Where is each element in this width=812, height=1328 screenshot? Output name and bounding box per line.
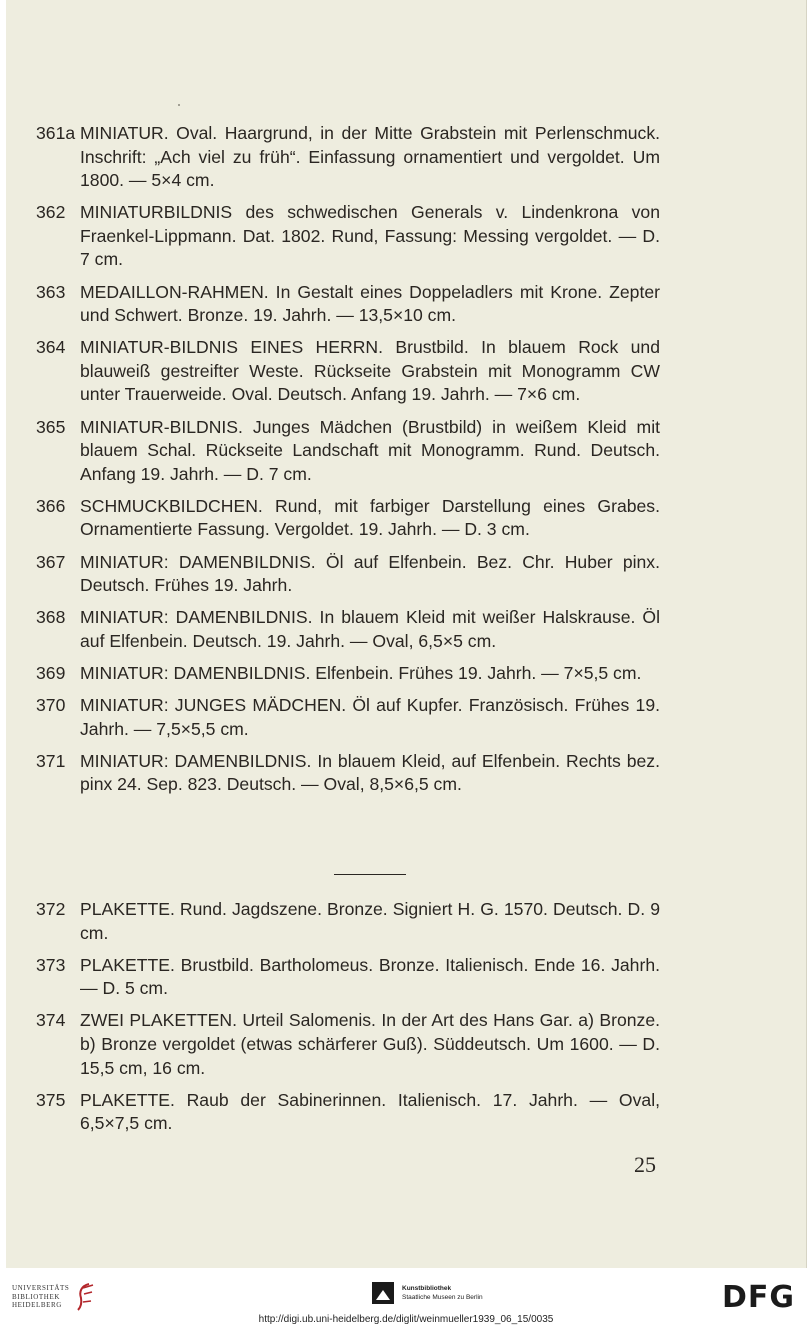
catalog-entry	[36, 495, 660, 542]
entry-text: SCHMUCKBILDCHEN. Rund, mit farbiger Darstellung eines Grabes. Ornamentierte Fassung. Vergoldet. 19. Jahrh. — D. 3 cm.	[80, 495, 660, 540]
university-emblem-icon	[75, 1282, 95, 1312]
catalog-entry	[36, 336, 660, 407]
entry-text: MINIATUR-BILDNIS EINES HERRN. Brustbild. In blauem Rock und blauweiß gestreifter Weste. Rückseite Grabstein mit Monogramm CW unter Trauerweide. Oval. Deutsch. Anfang 19. Jahrh. — 7×6 cm.	[80, 337, 660, 405]
entry-text: MINIATUR: DAMENBILDNIS. Elfenbein. Frühes 19. Jahrh. — 7×5,5 cm.	[80, 662, 642, 683]
entry-number: 373	[36, 954, 66, 975]
entry-text: MINIATUR: JUNGES MÄDCHEN. Öl auf Kupfer. Französisch. Frühes 19. Jahrh. — 7,5×5,5 cm.	[80, 694, 660, 739]
entry-text: PLAKETTE. Rund. Jagdszene. Bronze. Signiert H. G. 1570. Deutsch. D. 9 cm.	[80, 899, 660, 943]
dfg-logo[interactable]: DFG	[722, 1280, 796, 1315]
catalog-entry	[36, 122, 660, 193]
catalog-entries-miniatures	[36, 122, 660, 805]
entry-number: 361a	[36, 123, 76, 143]
catalog-entry	[36, 551, 660, 598]
entry-number: 369	[36, 662, 66, 683]
catalog-entry	[36, 954, 660, 1001]
catalog-entry	[36, 606, 660, 653]
entry-text: MINIATUR: DAMENBILDNIS. In blauem Kleid, auf Elfenbein. Rechts bez. pinx 24. Sep. 823. Deutsch. — Oval, 8,5×6,5 cm.	[80, 750, 660, 795]
section-divider	[334, 874, 406, 875]
entry-text: MINIATUR-BILDNIS. Junges Mädchen (Brustbild) in weißem Kleid mit blauem Schal. Rückseite Landschaft mit Monogramm. Rund. Deutsch. Anfang 19. Jahrh. — D. 7 cm.	[80, 416, 660, 484]
page-number: 25	[634, 1152, 656, 1177]
catalog-page	[6, 0, 807, 1268]
scan-speck	[178, 104, 180, 106]
catalog-entry	[36, 416, 660, 487]
catalog-entry	[36, 281, 660, 328]
catalog-entry	[36, 662, 660, 686]
entry-number: 363	[36, 281, 66, 302]
catalog-entry	[36, 750, 660, 797]
entry-text: ZWEI PLAKETTEN. Urteil Salomenis. In der Art des Hans Gar. a) Bronze. b) Bronze vergoldet (etwas schärferer Guß). Süddeutsch. Um 1600. — D. 15,5 cm, 16 cm.	[80, 1010, 660, 1078]
catalog-entries-plaques	[36, 898, 660, 1144]
entry-text: PLAKETTE. Brustbild. Bartholomeus. Bronze. Italienisch. Ende 16. Jahrh. — D. 5 cm.	[80, 954, 660, 999]
entry-text: MINIATUR: DAMENBILDNIS. In blauem Kleid mit weißer Halskrause. Öl auf Elfenbein. Deutsch. 19. Jahrh. — Oval, 6,5×5 cm.	[80, 607, 660, 651]
entry-number: 366	[36, 495, 66, 516]
entry-number: 368	[36, 607, 66, 628]
digitization-footer	[0, 1268, 812, 1328]
entry-number: 365	[36, 416, 66, 437]
university-library-logo[interactable]	[12, 1282, 95, 1312]
entry-number: 367	[36, 551, 66, 572]
entry-text: PLAKETTE. Raub der Sabinerinnen. Italienisch. 17. Jahrh. — Oval, 6,5×7,5 cm.	[80, 1089, 660, 1134]
entry-number: 362	[36, 202, 66, 223]
catalog-entry	[36, 1009, 660, 1080]
catalog-entry	[36, 694, 660, 741]
university-library-name: UNIVERSITÄTS BIBLIOTHEK HEIDELBERG	[12, 1284, 70, 1310]
catalog-entry	[36, 201, 660, 272]
entry-number: 370	[36, 694, 66, 715]
entry-number: 374	[36, 1010, 66, 1031]
kunstbibliothek-name: Kunstbibliothek Staatliche Museen zu Berlin	[402, 1285, 483, 1301]
kunstbibliothek-logo[interactable]	[372, 1282, 483, 1304]
kunstbibliothek-mark-icon	[372, 1282, 394, 1304]
permalink-url[interactable]: http://digi.ub.uni-heidelberg.de/diglit/weinmueller1939_06_15/0035	[258, 1314, 554, 1325]
entry-number: 372	[36, 899, 66, 919]
entry-number: 371	[36, 750, 66, 771]
entry-text: MEDAILLON-RAHMEN. In Gestalt eines Doppeladlers mit Krone. Zepter und Schwert. Bronze. 19. Jahrh. — 13,5×10 cm.	[80, 281, 660, 326]
entry-text: MINIATURBILDNIS des schwedischen Generals v. Lindenkrona von Fraenkel-Lippmann. Dat. 1802. Rund, Fassung: Messing vergoldet. — D. 7 cm.	[80, 202, 660, 270]
entry-number: 364	[36, 337, 66, 358]
entry-number: 375	[36, 1089, 66, 1110]
catalog-entry	[36, 1089, 660, 1136]
entry-text: MINIATUR: DAMENBILDNIS. Öl auf Elfenbein. Bez. Chr. Huber pinx. Deutsch. Frühes 19. Jahrh.	[80, 551, 660, 596]
entry-text: MINIATUR. Oval. Haargrund, in der Mitte Grabstein mit Perlenschmuck. Inschrift: „Ach viel zu früh“. Einfassung ornamentiert und vergoldet. Um 1800. — 5×4 cm.	[80, 123, 660, 191]
catalog-entry	[36, 898, 660, 945]
